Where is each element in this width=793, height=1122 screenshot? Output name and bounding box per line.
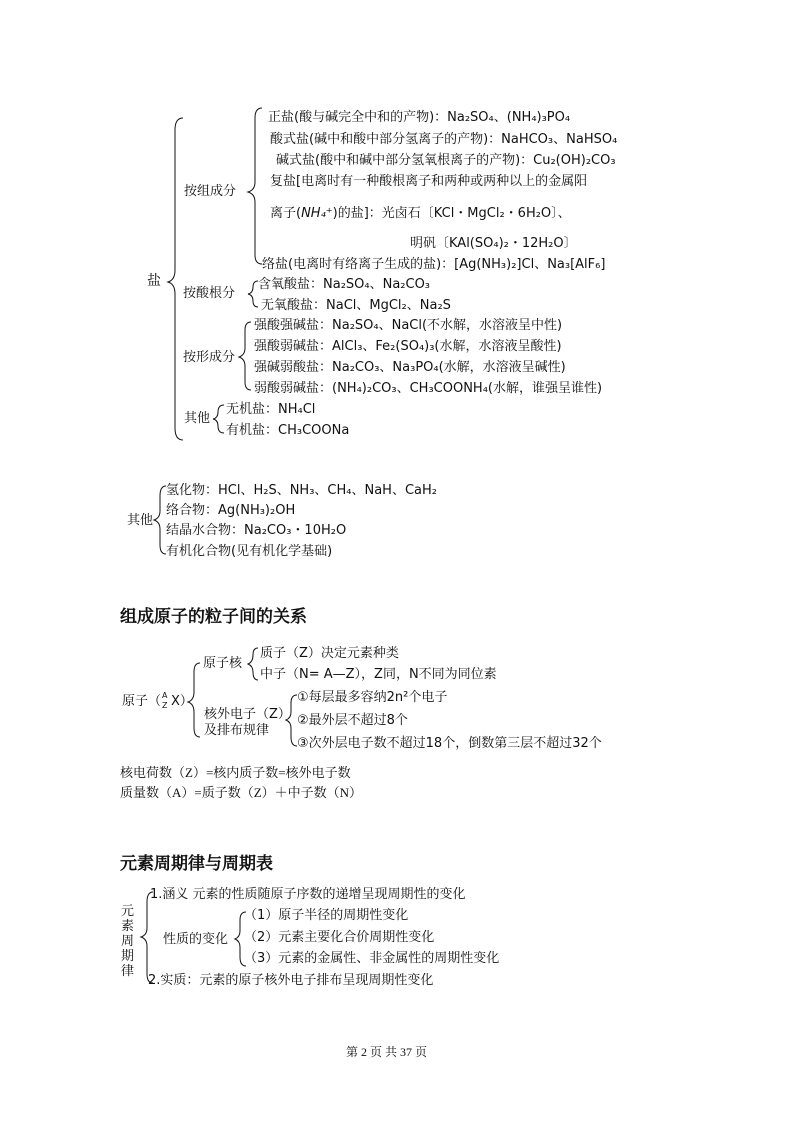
by-composition-label: 按组成分	[184, 184, 237, 199]
electrons-label-2: 及排布规律	[204, 723, 270, 738]
electrons-label-1: 核外电子（Z）	[204, 707, 291, 722]
compounds-other-label: 其他	[127, 513, 154, 528]
nucleus-label: 原子核	[203, 656, 243, 671]
double-salt-prefix: 离子(	[270, 206, 302, 221]
property-1: （1）原子半径的周期性变化	[244, 908, 409, 923]
element-symbol: X	[171, 694, 180, 709]
atom-label-text: 原子（	[122, 694, 162, 709]
mass-number-sup: A	[162, 691, 168, 700]
weak-acid-weak-base: 弱酸弱碱盐：(NH₄)₂CO₃、CH₃COONH₄(水解，谁强呈谁性)	[254, 381, 603, 396]
side-char: 律	[121, 964, 135, 979]
atom-label-close: ）	[179, 694, 193, 709]
strong-acid-strong-base: 强酸强碱盐：Na₂SO₄、NaCl(不水解，水溶液呈中性)	[254, 318, 563, 333]
double-salt-line2	[270, 206, 571, 222]
strong-base-weak-acid: 强碱弱酸盐：Na₂CO₃、Na₃PO₄(水解，水溶液呈碱性)	[254, 360, 566, 375]
by-radical-label: 按酸根分	[183, 286, 236, 301]
ammonium-ion: NH₄⁺	[301, 206, 333, 221]
by-formation-label: 按形成分	[183, 350, 236, 365]
side-char: 周	[121, 934, 135, 949]
radical-brace	[248, 281, 258, 307]
charge-equation: 核电荷数（Z）=核内质子数=核外电子数	[120, 765, 351, 780]
property-3: （3）元素的金属性、非金属性的周期性变化	[244, 951, 500, 966]
salt-other-label: 其他	[184, 411, 211, 426]
page-footer: 第 2 页 共 37 页	[346, 1045, 428, 1059]
basic-salt: 碱式盐(酸中和碱中部分氢氧根离子的产物)：Cu₂(OH)₂CO₃	[276, 153, 616, 168]
complex-salt: 络盐(电离时有络离子生成的盐)：[Ag(NH₃)₂]Cl、Na₃[AlF₆]	[262, 257, 606, 272]
side-char: 期	[121, 949, 135, 964]
organic-salt: 有机盐：CH₃COONa	[226, 423, 350, 438]
atom-label	[122, 691, 193, 710]
strong-acid-weak-base: 强酸弱碱盐：AlCl₃、Fe₂(SO₄)₃(水解，水溶液呈酸性)	[254, 339, 562, 354]
double-salt-line1: 复盐[电离时有一种酸根离子和两种或两种以上的金属阳	[270, 174, 588, 189]
electron-rule-2: ②最外层不超过8个	[297, 713, 408, 728]
complexes: 络合物：Ag(NH₃)₂OH	[166, 503, 296, 518]
periodic-meaning: 1.涵义 元素的性质随原子序数的递增呈现周期性的变化	[150, 887, 466, 902]
side-char: 素	[121, 919, 135, 934]
neutron-line: 中子（N= A—Z），Z同，N不同为同位素	[260, 667, 497, 682]
proton-line: 质子（Z）决定元素种类	[260, 646, 399, 661]
atom-section-title: 组成原子的粒子间的关系	[120, 607, 307, 627]
salt-other-brace	[213, 405, 224, 433]
formation-brace	[239, 322, 251, 390]
acid-salt: 酸式盐(碱中和酸中部分氢离子的产物)：NaHCO₃、NaHSO₄	[270, 132, 618, 147]
normal-salt: 正盐(酸与碱完全中和的产物)：Na₂SO₄、(NH₄)₃PO₄	[268, 110, 571, 125]
mass-equation: 质量数（A）=质子数（Z）＋中子数（N）	[120, 785, 363, 800]
hydrides: 氢化物：HCl、H₂S、NH₃、CH₄、NaH、CaH₂	[166, 483, 437, 498]
hydrates: 结晶水合物：Na₂CO₃・10H₂O	[166, 523, 347, 538]
nucleus-brace	[248, 648, 258, 680]
non-oxy-acid-salt: 无氧酸盐：NaCl、MgCl₂、Na₂S	[261, 298, 451, 313]
double-salt-suffix: )的盐]：光卤石〔KCl・MgCl₂・6H₂O〕、	[332, 206, 571, 221]
periodic-brace	[141, 892, 153, 983]
side-char: 元	[121, 904, 135, 919]
composition-brace	[248, 108, 262, 264]
double-salt-line3: 明矾〔KAl(SO₄)₂・12H₂O〕	[410, 236, 577, 251]
organic-compounds: 有机化合物(见有机化学基础)	[166, 544, 333, 559]
electron-rule-3: ③次外层电子数不超过18个，倒数第三层不超过32个	[297, 736, 602, 751]
compounds-brace	[154, 486, 166, 554]
atomic-number-sub: Z	[162, 701, 168, 710]
periodic-side-label	[121, 904, 137, 979]
periodic-essence: 2.实质：元素的原子核外电子排布呈现周期性变化	[148, 973, 434, 988]
salt-brace	[168, 118, 183, 440]
properties-label: 性质的变化	[163, 932, 229, 947]
oxy-acid-salt: 含氧酸盐：Na₂SO₄、Na₂CO₃	[258, 277, 431, 292]
inorganic-salt: 无机盐：NH₄Cl	[226, 402, 316, 417]
property-2: （2）元素主要化合价周期性变化	[244, 930, 435, 945]
salt-root-label: 盐	[147, 273, 161, 289]
electron-rule-1: ①每层最多容纳2n²个电子	[297, 690, 448, 705]
periodic-section-title: 元素周期律与周期表	[120, 854, 273, 874]
